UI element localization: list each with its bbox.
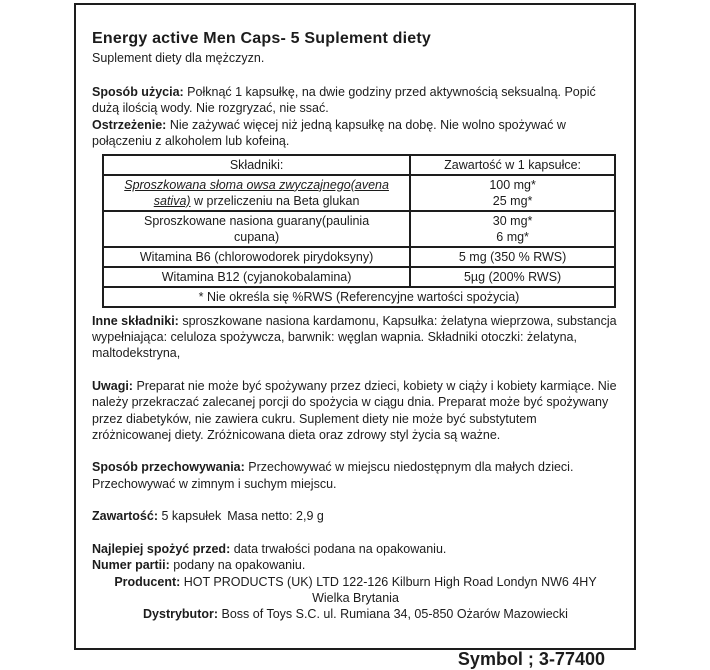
usage-text: Połknąć 1 kapsułkę, na dwie godziny przed aktywnością seksualną. Popić dużą ilością wody. Nie rozgryzać, nie ssać. <box>92 85 596 116</box>
table-row <box>103 247 615 267</box>
producer-heading: Producent: <box>114 574 181 589</box>
amount-vitamin-b12: 5µg (200% RWS) <box>410 267 615 287</box>
header-ingredients: Składniki: <box>103 155 410 175</box>
table-footnote-row <box>103 287 615 307</box>
amount-line: 100 mg* <box>489 177 536 192</box>
batch-heading: Numer partii: <box>92 558 170 573</box>
table-row <box>103 175 615 211</box>
symbol-code: Symbol ; 3-77400 <box>457 648 605 669</box>
usage-heading: Sposób użycia: <box>92 85 184 99</box>
storage-heading: Sposób przechowywania: <box>92 460 245 475</box>
notes-text: Preparat nie może być spożywany przez dzieci, kobiety w ciąży i kobiety karmiące. Nie należy przekraczać zalecanej porcji do spożycia w ciągu dnia. Preparat może być spożywany przez diabetyków, nie zawiera cukru. Suplement diety nie może być substytutem zróżnicowanej diety. Zróżnicowana dieta oraz zdrowy styl życia są ważne. <box>92 378 617 443</box>
product-title: Energy active Men Caps- 5 Suplement diety <box>92 30 431 47</box>
batch-paragraph <box>92 557 619 573</box>
notes-paragraph <box>92 378 619 444</box>
ingredient-guarana <box>103 211 410 247</box>
contents-value: 5 kapsułek <box>161 509 222 524</box>
warning-text: Nie zażywać więcej niż jedną kapsułkę na dobę. Nie wolno spożywać w połączeniu z alkoholem lub kofeiną. <box>92 117 566 149</box>
best-before-heading: Najlepiej spożyć przed: <box>92 541 231 556</box>
distributor-text: Boss of Toys S.C. ul. Rumiana 34, 05-850 Ożarów Mazowiecki <box>221 607 568 622</box>
ingredient-oat-straw-rest: w przeliczeniu na Beta glukan <box>190 193 360 208</box>
best-before-paragraph <box>92 541 619 557</box>
rws-footnote: * Nie określa się %RWS (Referencyjne wartości spożycia) <box>103 287 615 307</box>
best-before-text: data trwałości podana na opakowaniu. <box>233 541 447 556</box>
notes-heading: Uwagi: <box>92 378 133 393</box>
header-content-per-capsule: Zawartość w 1 kapsułce: <box>410 155 615 175</box>
ingredient-vitamin-b12: Witamina B12 (cyjanokobalamina) <box>103 267 410 287</box>
amount-oat-straw <box>410 175 615 211</box>
contents-paragraph <box>92 508 619 524</box>
distributor-line <box>92 606 619 622</box>
ingredient-vitamin-b6: Witamina B6 (chlorowodorek pirydoksyny) <box>103 247 410 267</box>
producer-distributor-block <box>92 574 619 623</box>
ingredient-oat-straw <box>103 175 410 211</box>
other-ingredients-paragraph <box>92 313 619 362</box>
storage-paragraph <box>92 459 619 492</box>
producer-line <box>92 574 619 590</box>
producer-country-line: Wielka Brytania <box>312 590 399 605</box>
other-ingredients-heading: Inne składniki: <box>92 313 179 328</box>
warning-paragraph <box>92 117 619 150</box>
batch-text: podany na opakowaniu. <box>173 558 306 573</box>
producer-text: HOT PRODUCTS (UK) LTD 122-126 Kilburn High Road Londyn NW6 4HY <box>183 574 597 589</box>
amount-guarana <box>410 211 615 247</box>
amount-line: 30 mg* <box>492 213 533 228</box>
contents-heading: Zawartość: <box>92 509 158 524</box>
other-ingredients-text: sproszkowane nasiona kardamonu, Kapsułka: żelatyna wieprzowa, substancja wypełniająca: celuloza spożywcza, barwnik: węglan wapnia. Składniki otoczki: żelatyna, maltodekstryna, <box>92 313 617 361</box>
amount-line: 6 mg* <box>496 229 529 244</box>
usage-paragraph <box>92 84 619 117</box>
ingredient-guarana-text: Sproszkowane nasiona guarany(paulinia cupana) <box>144 213 370 244</box>
label-border-box <box>74 3 636 669</box>
amount-vitamin-b6: 5 mg (350 % RWS) <box>410 247 615 267</box>
table-row <box>103 211 615 247</box>
ingredients-table <box>102 154 616 308</box>
amount-line: 25 mg* <box>492 193 533 208</box>
distributor-heading: Dystrybutor: <box>143 607 219 622</box>
ingredient-oat-straw-latin: Sproszkowana słoma owsa zwyczajnego(avena sativa) <box>124 177 389 208</box>
product-subtitle: Suplement diety dla mężczyzn. <box>92 51 265 65</box>
storage-text: Przechowywać w miejscu niedostępnym dla małych dzieci. Przechowywać w zimnym i suchym miejscu. <box>92 460 574 491</box>
table-row <box>103 267 615 287</box>
warning-heading: Ostrzeżenie: <box>92 117 167 132</box>
net-mass-value: Masa netto: 2,9 g <box>227 509 324 524</box>
table-header-row <box>103 155 615 175</box>
